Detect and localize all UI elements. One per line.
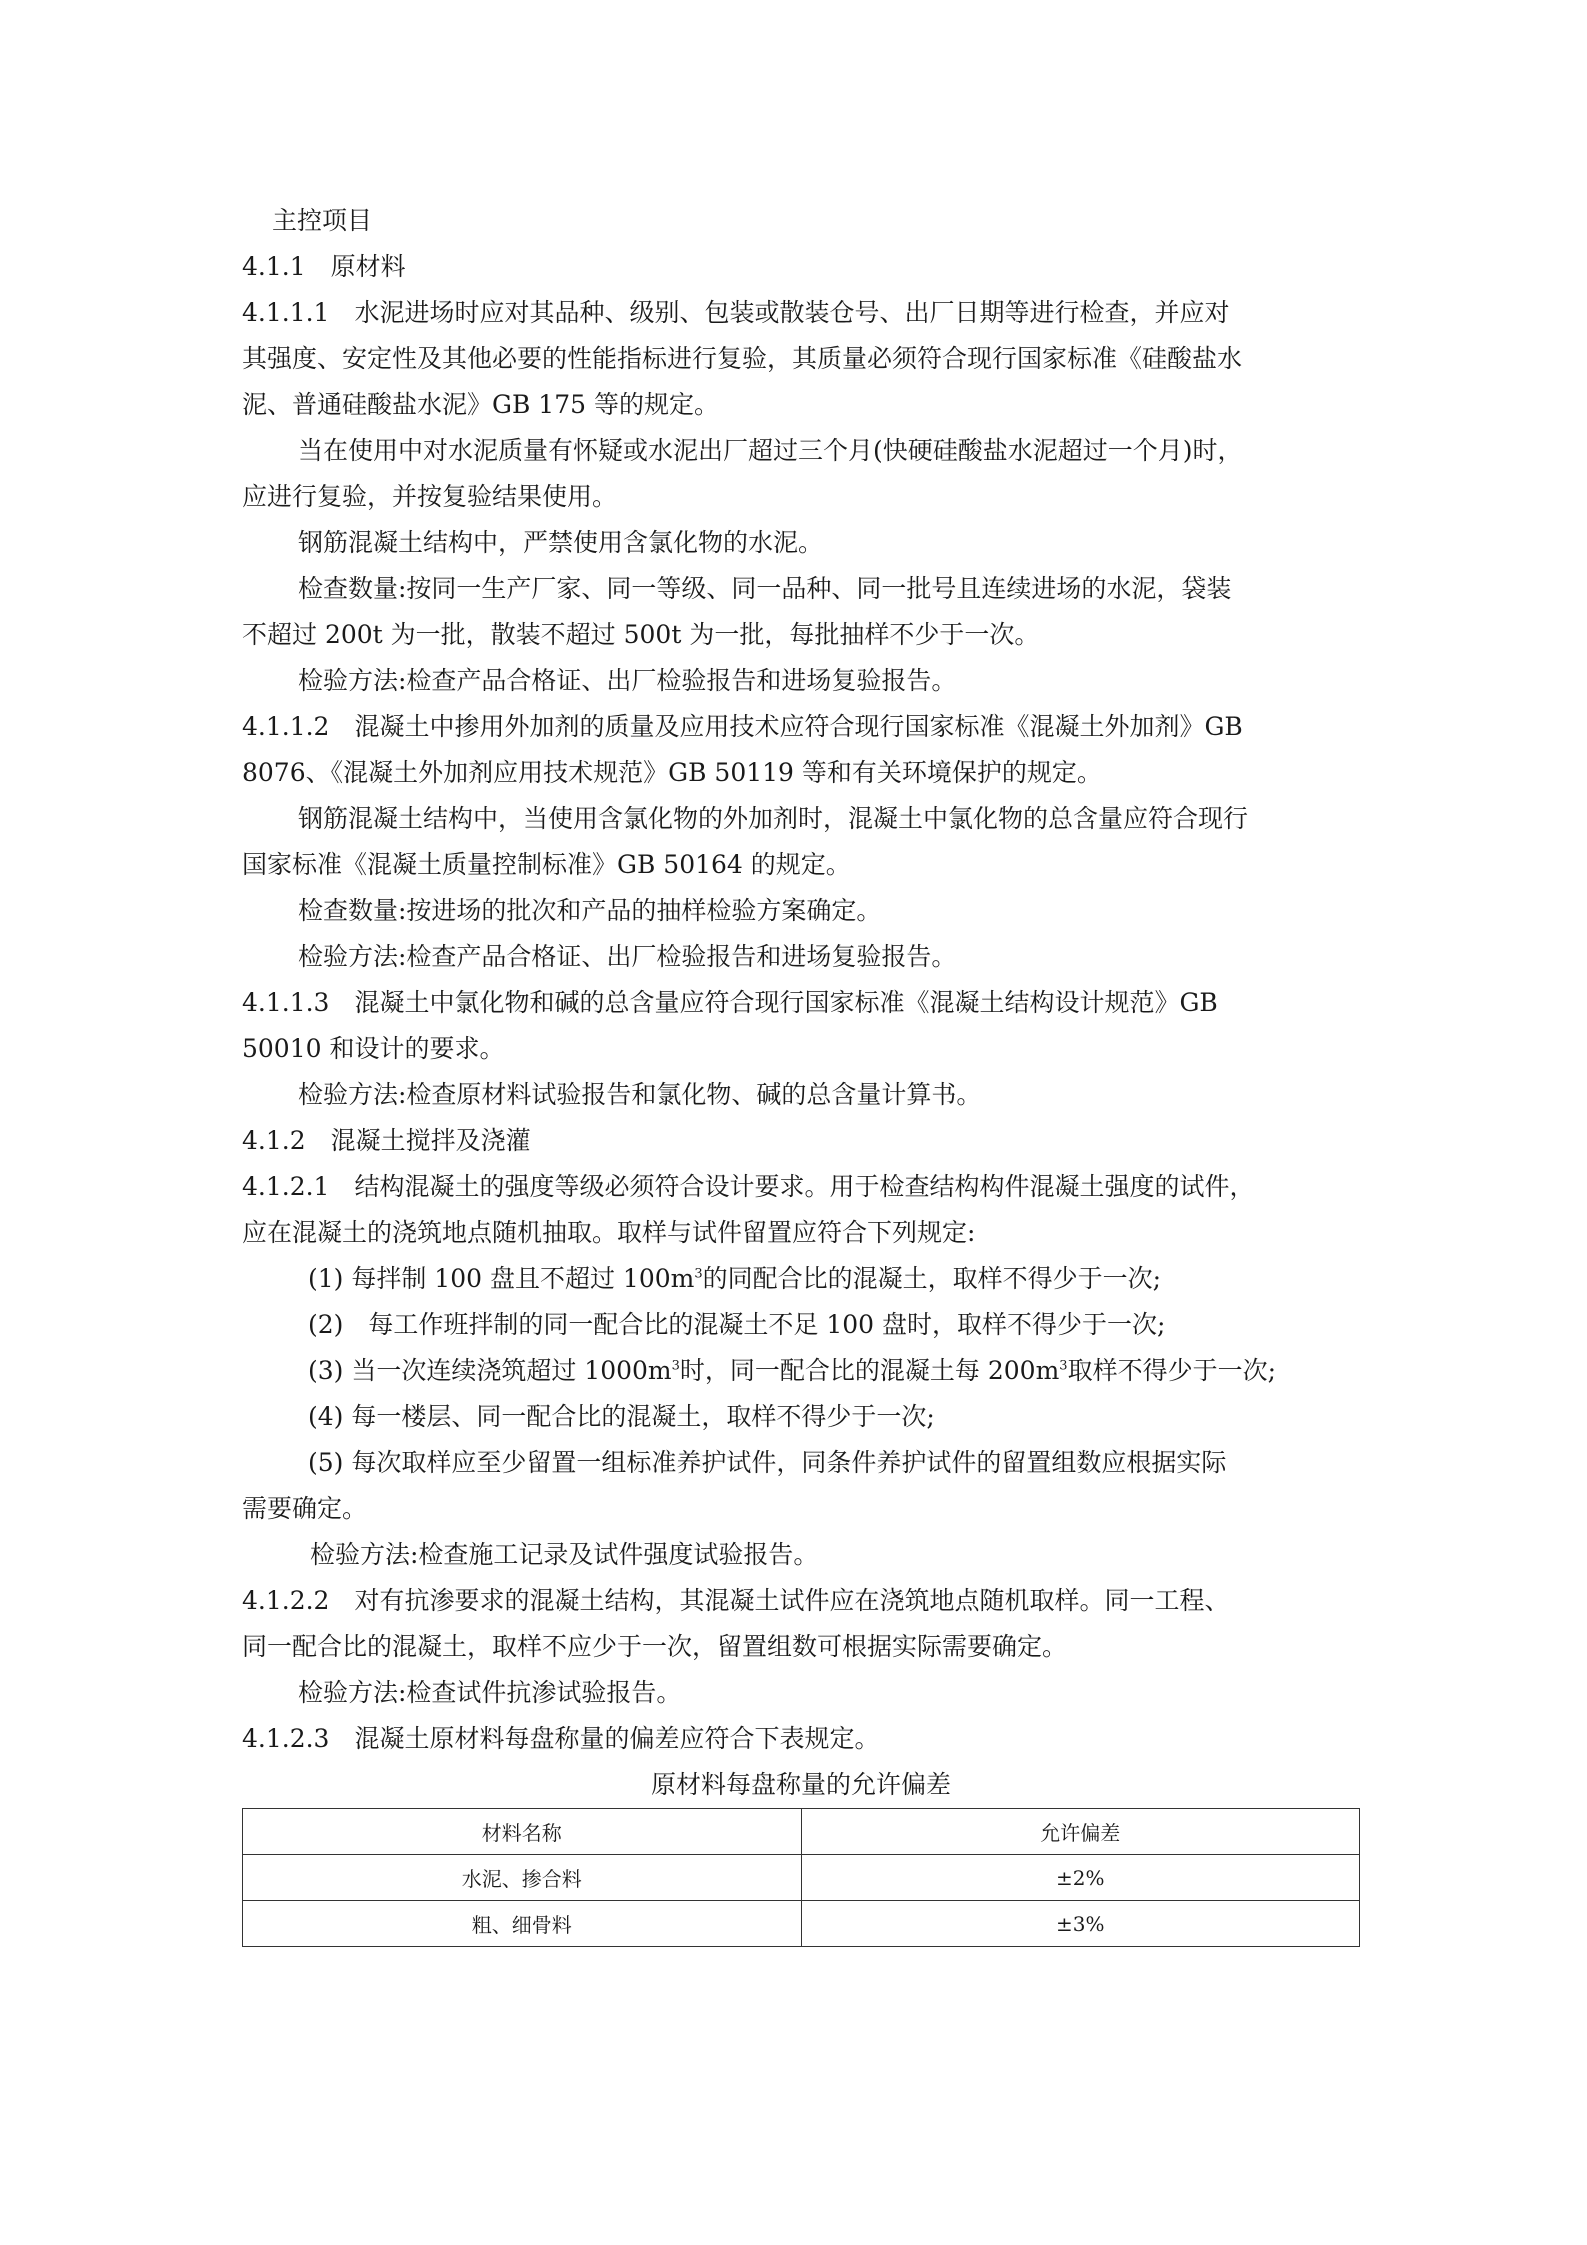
table-cell: ±3% — [801, 1901, 1360, 1947]
paragraph-line: 钢筋混凝土结构中，当使用含氯化物的外加剂时，混凝土中氯化物的总含量应符合现行 — [298, 804, 1249, 833]
paragraph-line: 应在混凝土的浇筑地点随机抽取。取样与试件留置应符合下列规定: — [242, 1218, 976, 1247]
paragraph-line: 8076、《混凝土外加剂应用技术规范》GB 50119 等和有关环境保护的规定。 — [242, 758, 1102, 787]
paragraph-line: 4.1.2.2 对有抗渗要求的混凝土结构，其混凝土试件应在浇筑地点随机取样。同一工程、 — [242, 1586, 1230, 1615]
tolerance-table — [242, 1808, 1360, 1947]
paragraph-line: 不超过 200t 为一批，散装不超过 500t 为一批，每批抽样不少于一次。 — [242, 620, 1040, 649]
list-text: (3) 当一次连续浇筑超过 1000m — [308, 1356, 672, 1385]
paragraph-line: 4.1.1.2 混凝土中掺用外加剂的质量及应用技术应符合现行国家标准《混凝土外加剂》GB — [242, 712, 1243, 741]
paragraph-line: 4.1.2.1 结构混凝土的强度等级必须符合设计要求。用于检查结构构件混凝土强度的试件， — [242, 1172, 1255, 1201]
paragraph-line: 4.1.1.1 水泥进场时应对其品种、级别、包装或散装仓号、出厂日期等进行检查，并应对 — [242, 298, 1230, 327]
paragraph-line: 检验方法:检查施工记录及试件强度试验报告。 — [310, 1540, 819, 1569]
paragraph-line: 应进行复验，并按复验结果使用。 — [242, 482, 618, 511]
list-text: (1) 每拌制 100 盘且不超过 100m — [308, 1264, 695, 1293]
table-row — [243, 1901, 1360, 1947]
paragraph-line: 检查数量:按进场的批次和产品的抽样检验方案确定。 — [298, 896, 882, 925]
table-caption: 原材料每盘称量的允许偏差 — [650, 1770, 951, 1799]
list-text: 的同配合比的混凝土，取样不得少于一次; — [702, 1264, 1162, 1293]
paragraph-line: 其强度、安定性及其他必要的性能指标进行复验，其质量必须符合现行国家标准《硅酸盐水 — [242, 344, 1243, 373]
paragraph-line: 泥、普通硅酸盐水泥》GB 175 等的规定。 — [242, 390, 719, 419]
paragraph-line: 需要确定。 — [242, 1494, 368, 1523]
paragraph-line: 4.1.2.3 混凝土原材料每盘称量的偏差应符合下表规定。 — [242, 1724, 880, 1753]
list-text: 时，同一配合比的混凝土每 200m — [679, 1356, 1060, 1385]
paragraph-line: 检验方法:检查试件抗渗试验报告。 — [298, 1678, 682, 1707]
superscript: 3 — [1059, 1358, 1068, 1374]
table-cell: 水泥、掺合料 — [243, 1855, 802, 1901]
paragraph-line: 检验方法:检查原材料试验报告和氯化物、碱的总含量计算书。 — [298, 1080, 982, 1109]
list-text: 取样不得少于一次; — [1067, 1356, 1277, 1385]
table-row — [243, 1855, 1360, 1901]
paragraph-line: 50010 和设计的要求。 — [242, 1034, 505, 1063]
paragraph-line: 检验方法:检查产品合格证、出厂检验报告和进场复验报告。 — [298, 942, 957, 971]
paragraph-line: 国家标准《混凝土质量控制标准》GB 50164 的规定。 — [242, 850, 851, 879]
list-item: (4) 每一楼层、同一配合比的混凝土，取样不得少于一次; — [308, 1402, 935, 1431]
list-item — [242, 1348, 1360, 1394]
list-item: (2) 每工作班拌制的同一配合比的混凝土不足 100 盘时，取样不得少于一次; — [308, 1310, 1166, 1339]
paragraph-line: 检验方法:检查产品合格证、出厂检验报告和进场复验报告。 — [298, 666, 957, 695]
section-heading: 主控项目 — [272, 206, 373, 235]
paragraph-line: 检查数量:按同一生产厂家、同一等级、同一品种、同一批号且连续进场的水泥，袋装 — [298, 574, 1232, 603]
table-header-cell: 材料名称 — [243, 1809, 802, 1855]
clause-heading: 4.1.1 原材料 — [242, 252, 406, 281]
table-cell: 粗、细骨料 — [243, 1901, 802, 1947]
superscript: 3 — [671, 1358, 680, 1374]
list-item — [242, 1256, 1360, 1302]
list-item: (5) 每次取样应至少留置一组标准养护试件，同条件养护试件的留置组数应根据实际 — [308, 1448, 1227, 1477]
paragraph-line: 4.1.1.3 混凝土中氯化物和碱的总含量应符合现行国家标准《混凝土结构设计规范》GB — [242, 988, 1218, 1017]
table-header-cell: 允许偏差 — [801, 1809, 1360, 1855]
paragraph-line: 同一配合比的混凝土，取样不应少于一次，留置组数可根据实际需要确定。 — [242, 1632, 1068, 1661]
paragraph-line: 钢筋混凝土结构中，严禁使用含氯化物的水泥。 — [298, 528, 824, 557]
document-page — [242, 198, 1360, 1947]
superscript: 3 — [694, 1266, 703, 1282]
paragraph-line: 当在使用中对水泥质量有怀疑或水泥出厂超过三个月(快硬硅酸盐水泥超过一个月)时， — [298, 436, 1243, 465]
table-header-row — [243, 1809, 1360, 1855]
table-cell: ±2% — [801, 1855, 1360, 1901]
clause-heading: 4.1.2 混凝土搅拌及浇灌 — [242, 1126, 531, 1155]
